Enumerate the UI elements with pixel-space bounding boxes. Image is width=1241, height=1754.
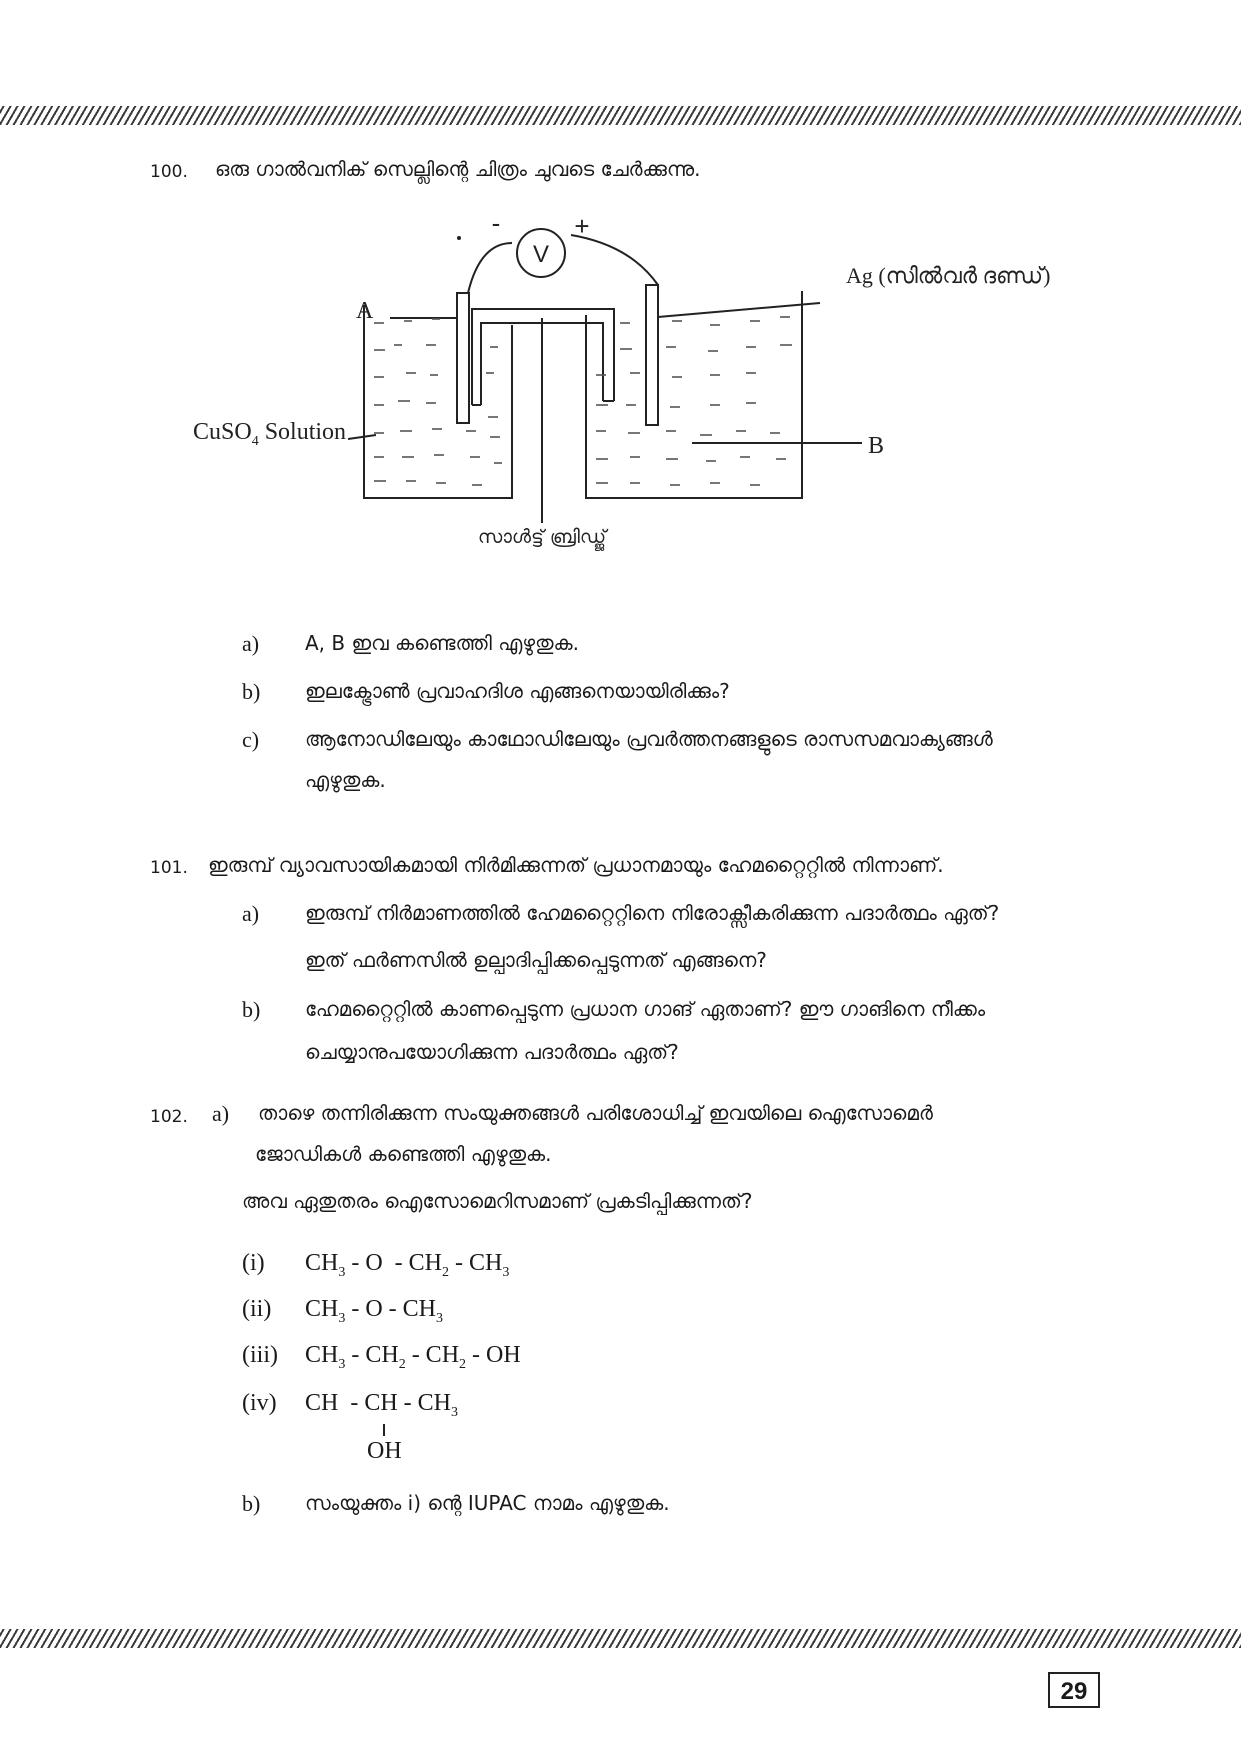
q100-part-a-label: a) (242, 631, 260, 656)
label-b: B (868, 433, 885, 459)
bottom-hatch-band (0, 1629, 1241, 1648)
q102-part-a-text-line2: ജോഡികൾ കണ്ടെത്തി എഴുതുക. (255, 1142, 552, 1166)
dot-mark (457, 236, 461, 240)
q101-part-b-text: ഹേമറ്റൈറ്റിൽ കാണപ്പെടുന്ന പ്രധാന ഗാങ് ഏതാണ്? ഈ ഗാങിനെ നീക്കം (305, 997, 986, 1021)
q101-part-a-text: ഇരുമ്പ് നിർമാണത്തിൽ ഹേമറ്റൈറ്റിനെ നിരോക്സീകരിക്കുന്ന പദാർത്ഥം ഏത്? (305, 901, 1000, 925)
q101-part-a-text-line2: ഇത് ഫർണസിൽ ഉല്പാദിപ്പിക്കപ്പെടുന്നത് എങ്ങനെ? (305, 948, 767, 972)
q100-part-a-text: A, B ഇവ കണ്ടെത്തി എഴുതുക. (305, 631, 579, 655)
compound-iii-formula: $CH_3 - CH_2 - CH_2$ - OH (305, 1342, 521, 1372)
label-ag: Ag (സിൽവർ ദണ്ഡ്) (846, 263, 1051, 288)
minus-sign: - (491, 208, 501, 238)
question-100-number: 100. (150, 162, 188, 182)
question-101-text: ഇരുമ്പ് വ്യാവസായികമായി നിർമിക്കുന്നത് പ്രധാനമായും ഹേമറ്റൈറ്റിൽ നിന്നാണ്. (208, 853, 944, 877)
galvanic-cell-diagram (180, 205, 1080, 565)
q102-part-a-label: a) (212, 1101, 230, 1126)
question-102-number: 102. (150, 1107, 188, 1127)
left-solution-dashes (374, 319, 502, 485)
q102-part-b-text: സംയുക്തം i) ന്റെ IUPAC നാമം എഴുതുക. (305, 1491, 670, 1515)
q100-part-b-label: b) (242, 679, 261, 704)
label-cuso4-solution: CuSO$_4$ Solution (193, 419, 347, 449)
left-electrode (457, 293, 469, 423)
wire-right (571, 235, 658, 285)
label-a: A (356, 298, 374, 324)
wire-left (468, 243, 512, 293)
q100-part-c-text-line2: എഴുതുക. (305, 768, 386, 792)
label-salt-bridge: സാൾട്ട് ബ്രിഡ്ജ് (477, 526, 607, 548)
q102-part-b-label: b) (242, 1491, 261, 1516)
compound-iv-oh: OH (367, 1438, 402, 1464)
label-cuso4-leader (348, 435, 376, 439)
right-electrode (646, 285, 658, 425)
question-101-number: 101. (150, 858, 188, 878)
q101-part-b-text-line2: ചെയ്യാനുപയോഗിക്കുന്ന പദാർത്ഥം ഏത്? (305, 1040, 679, 1064)
q100-part-b-text: ഇലക്ട്രോൺ പ്രവാഹദിശ എങ്ങനെയായിരിക്കും? (305, 679, 730, 703)
q100-part-c-label: c) (242, 727, 260, 752)
page-number: 29 (1048, 1672, 1100, 1708)
left-beaker (364, 305, 512, 498)
right-beaker (586, 291, 802, 498)
compound-iv-label: (iv) (242, 1390, 277, 1416)
compound-iii-label: (iii) (242, 1342, 278, 1368)
compound-iv-formula: CH - CH - $CH_3$ (305, 1390, 459, 1420)
plus-sign: + (574, 211, 590, 241)
top-hatch-band (0, 106, 1241, 125)
compound-i-label: (i) (242, 1250, 265, 1276)
q101-part-b-label: b) (242, 997, 261, 1022)
compound-ii-label: (ii) (242, 1296, 272, 1322)
q101-part-a-label: a) (242, 901, 260, 926)
q102-part-a-text-line3: അവ ഏതുതരം ഐസോമെറിസമാണ് പ്രകടിപ്പിക്കുന്നത്? (242, 1189, 753, 1213)
right-solution-dashes (596, 317, 792, 485)
compound-ii-formula: $CH_3$ - O - $CH_3$ (305, 1296, 443, 1326)
question-100-text: ഒരു ഗാൽവനിക് സെല്ലിന്റെ ചിത്രം ചുവടെ ചേർക്കുന്നു. (215, 157, 701, 181)
voltmeter-label: V (532, 241, 550, 268)
compound-i-formula: $CH_3$ - O - $CH_2 - CH_3$ (305, 1250, 510, 1280)
label-ag-leader (658, 303, 820, 317)
compound-iv-bond (383, 1424, 385, 1436)
q102-part-a-text: താഴെ തന്നിരിക്കുന്ന സംയുക്തങ്ങൾ പരിശോധിച്ച് ഇവയിലെ ഐസോമെർ (258, 1101, 933, 1125)
q100-part-c-text: ആനോഡിലേയും കാഥോഡിലേയും പ്രവർത്തനങ്ങളുടെ രാസസമവാക്യങ്ങൾ (305, 727, 993, 751)
